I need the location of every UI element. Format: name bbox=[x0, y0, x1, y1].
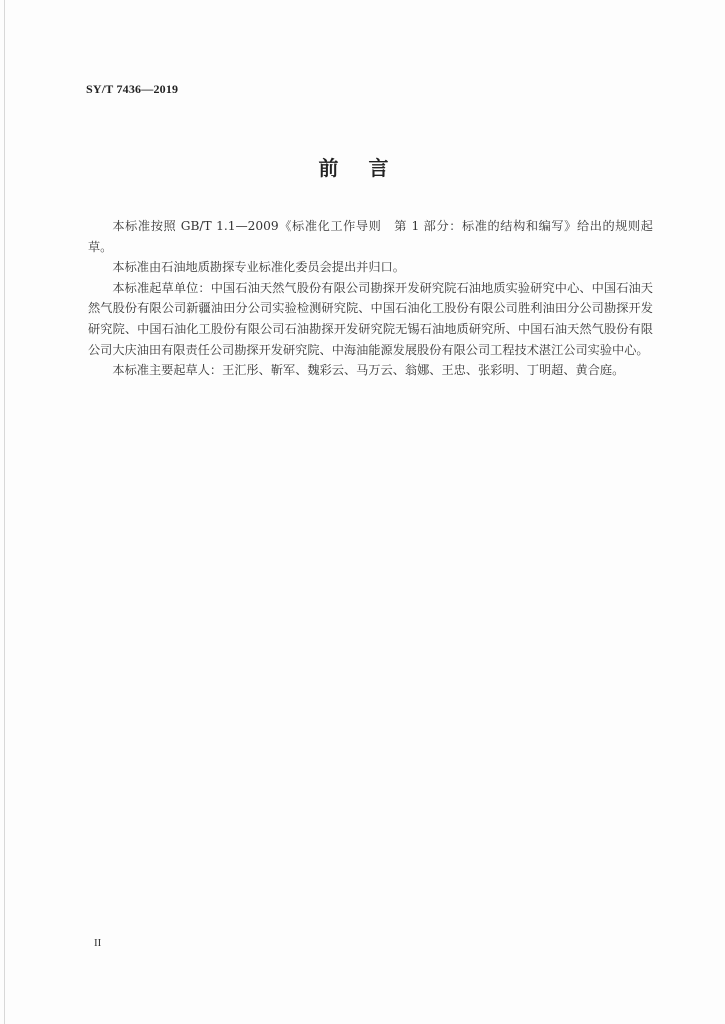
paragraph-drafting-units: 本标准起草单位：中国石油天然气股份有限公司勘探开发研究院石油地质实验研究中心、中国石油天然气股份有限公司新疆油田分公司实验检测研究院、中国石油化工股份有限公司胜利油田分公司勘探开发研究院、中国石油化工股份有限公司石油勘探开发研究院无锡石油地质研究所、中国石油天然气股份有限公司大庆油田有限责任公司勘探开发研究院、中海油能源发展股份有限公司工程技术湛江公司实验中心。 bbox=[88, 280, 653, 357]
standard-code-header: SY/T 7436—2019 bbox=[86, 82, 179, 96]
paragraph-drafting-rules: 本标准按照 GB/T 1.1—2009《标准化工作导则 第 1 部分：标准的结构和编写》给出的规则起草。 bbox=[88, 219, 653, 254]
paragraph-proposer: 本标准由石油地质勘探专业标准化委员会提出并归口。 bbox=[112, 260, 405, 275]
foreword-body bbox=[88, 216, 653, 381]
page-number: II bbox=[94, 937, 102, 949]
paragraph-main-drafters: 本标准主要起草人：王汇彤、靳军、魏彩云、马万云、翁娜、王忠、张彩明、丁明超、黄合庭。 bbox=[112, 363, 625, 378]
page-title: 前言 bbox=[318, 156, 419, 180]
